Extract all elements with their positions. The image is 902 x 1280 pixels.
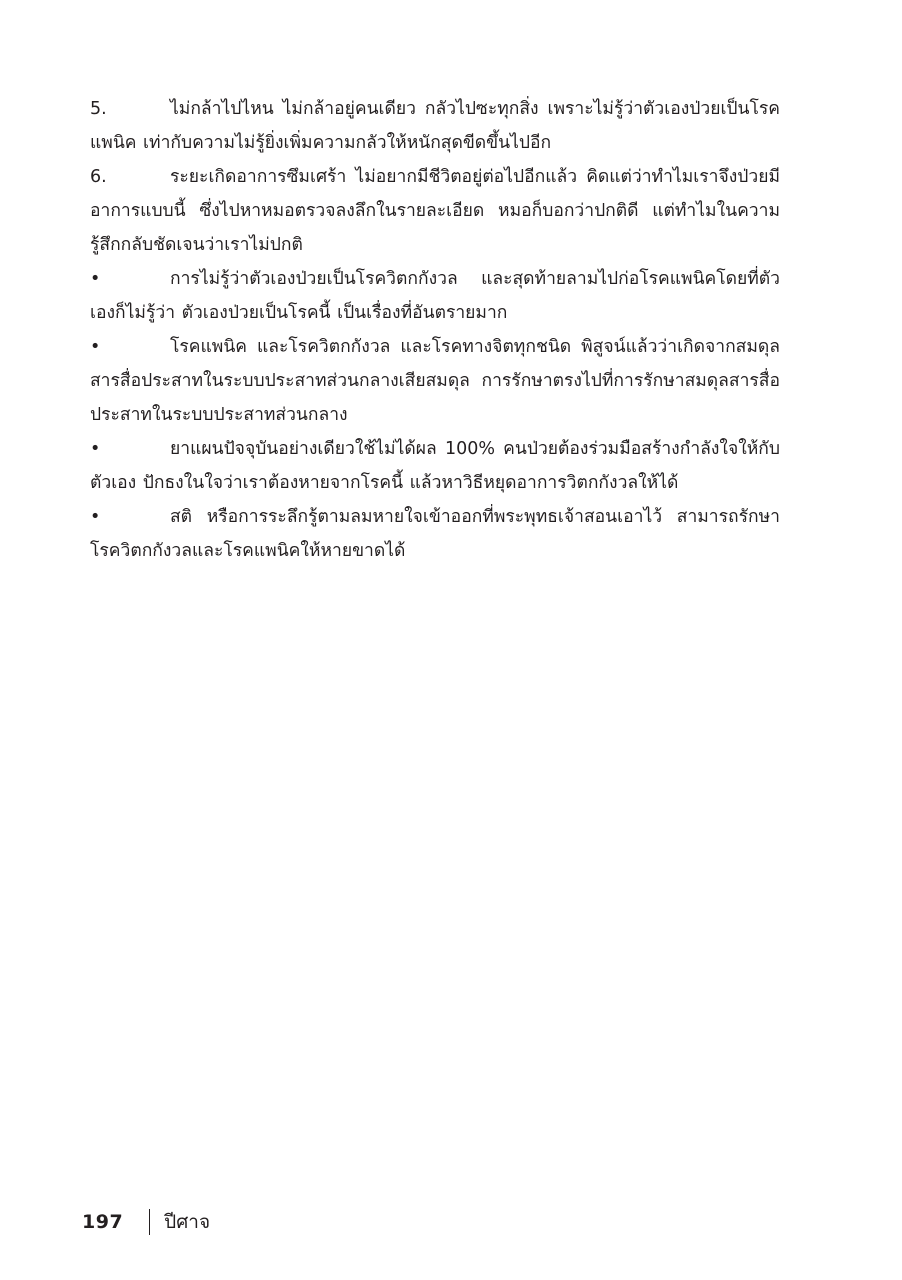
paragraph-text: ระยะเกิดอาการซึมเศร้า ไม่อยากมีชีวิตอยู่ต่อไปอีกแล้ว คิดแต่ว่าทำไมเราจึงป่วยมีอาการแบบนี้ ซึ่งไปหาหมอตรวจลงลึกในรายละเอียด หมอก็บอกว่าปกติดี แต่ทำไมในความรู้สึกกลับชัดเจนว่าเราไม่ปกติ <box>90 167 780 255</box>
book-title: ปีศาจ <box>164 1211 211 1233</box>
bullet-item <box>90 432 780 500</box>
list-number: 6. <box>90 167 107 187</box>
bullet-item <box>90 500 780 568</box>
page-footer <box>82 1207 210 1237</box>
page-body <box>90 92 780 568</box>
page-number: 197 <box>82 1211 124 1233</box>
bullet-icon: • <box>90 507 101 527</box>
bullet-item <box>90 330 780 432</box>
paragraph-item-5 <box>90 92 780 160</box>
bullet-icon: • <box>90 337 101 357</box>
paragraph-item-6 <box>90 160 780 262</box>
list-number: 5. <box>90 99 107 119</box>
paragraph-text: โรคแพนิค และโรควิตกกังวล และโรคทางจิตทุกชนิด พิสูจน์แล้วว่าเกิดจากสมดุลสารสื่อประสาทในระบบประสาทส่วนกลางเสียสมดุล การรักษาตรงไปที่การรักษาสมดุลสารสื่อประสาทในระบบประสาทส่วนกลาง <box>90 337 780 425</box>
paragraph-text: ไม่กล้าไปไหน ไม่กล้าอยู่คนเดียว กลัวไปซะทุกสิ่ง เพราะไม่รู้ว่าตัวเองป่วยเป็นโรคแพนิค เท่ากับความไม่รู้ยิ่งเพิ่มความกลัวให้หนักสุดขีดขึ้นไปอีก <box>90 99 780 153</box>
footer-divider <box>149 1209 150 1235</box>
bullet-item <box>90 262 780 330</box>
paragraph-text: ยาแผนปัจจุบันอย่างเดียวใช้ไม่ได้ผล 100% คนป่วยต้องร่วมมือสร้างกำลังใจให้กับตัวเอง ปักธงในใจว่าเราต้องหายจากโรคนี้ แล้วหาวิธีหยุดอาการวิตกกังวลให้ได้ <box>90 439 780 493</box>
bullet-icon: • <box>90 439 101 459</box>
bullet-icon: • <box>90 269 101 289</box>
paragraph-text: การไม่รู้ว่าตัวเองป่วยเป็นโรควิตกกังวล และสุดท้ายลามไปก่อโรคแพนิคโดยที่ตัวเองก็ไม่รู้ว่า ตัวเองป่วยเป็นโรคนี้ เป็นเรื่องที่อันตรายมาก <box>90 269 780 323</box>
paragraph-text: สติ หรือการระลึกรู้ตามลมหายใจเข้าออกที่พระพุทธเจ้าสอนเอาไว้ สามารถรักษาโรควิตกกังวลและโรคแพนิคให้หายขาดได้ <box>90 507 780 561</box>
